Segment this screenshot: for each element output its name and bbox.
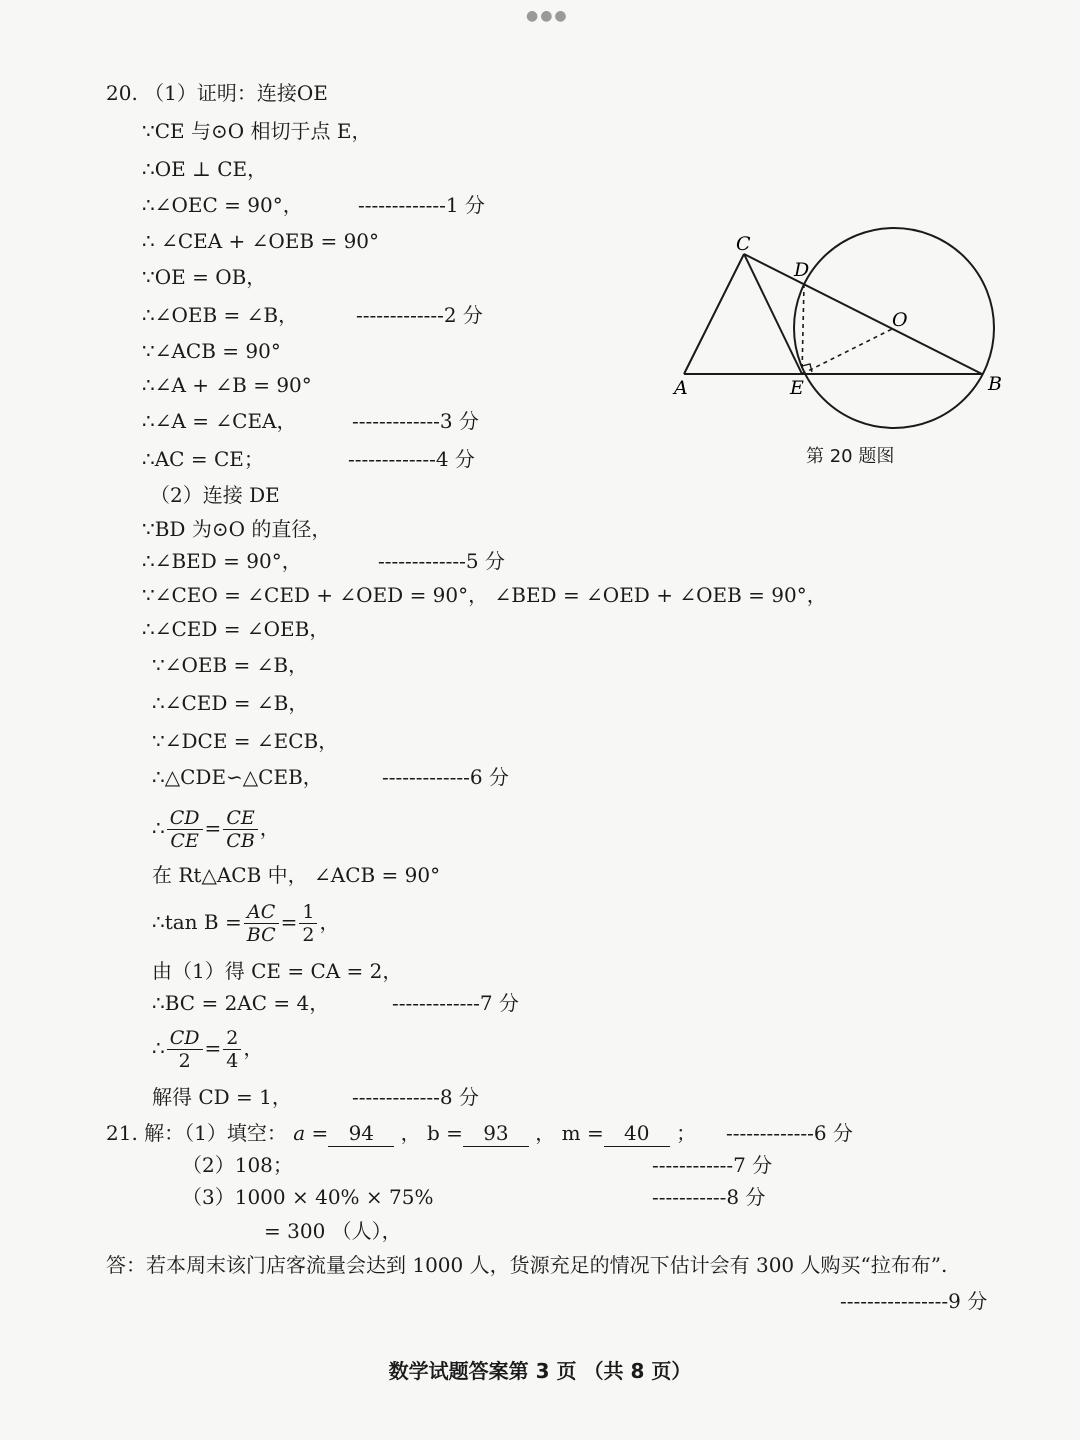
q20-step: ∴∠A = ∠CEA， bbox=[142, 409, 297, 433]
answer-blank-b: 93 bbox=[463, 1120, 529, 1147]
q20-step: 解得 CD = 1， bbox=[152, 1085, 292, 1109]
label-o: O bbox=[892, 309, 908, 331]
q20-step: ∴AC = CE； bbox=[142, 447, 264, 471]
label-e: E bbox=[790, 377, 804, 399]
segment-de-dashed bbox=[802, 284, 804, 374]
score-mark: ------------7 分 bbox=[652, 1153, 773, 1177]
score-mark: -------------8 分 bbox=[352, 1085, 479, 1109]
label-d: D bbox=[794, 259, 810, 281]
score-mark: -------------3 分 bbox=[352, 409, 479, 433]
q20-step: ∵∠ACB = 90° bbox=[142, 339, 281, 363]
q21-fill-blank: 21. 解：（1）填空： a = 94 ， b = 93 ， m = 40 ； bbox=[106, 1121, 697, 1145]
segment-oe-dashed bbox=[802, 328, 894, 374]
q20-step: ∴∠A + ∠B = 90° bbox=[142, 373, 312, 397]
q20-title: 20. （1）证明：连接OE bbox=[106, 81, 328, 105]
q20-step: ∴∠OEC = 90°， bbox=[142, 193, 303, 217]
q21-part3: （3）1000 × 40% × 75% bbox=[182, 1185, 434, 1209]
q20-step: ∵∠OEB = ∠B， bbox=[152, 653, 309, 677]
more-options-icon[interactable]: ●●● bbox=[526, 8, 569, 24]
label-a: A bbox=[674, 377, 688, 399]
label-b: B bbox=[988, 373, 1002, 395]
score-mark: ----------------9 分 bbox=[840, 1289, 988, 1313]
q21-part2: （2）108； bbox=[182, 1153, 293, 1177]
q20-step: ∴△CDE∽△CEB， bbox=[152, 765, 323, 789]
q20-fraction-tan: ∴tan B = $\frac{AC}{BC}$ = $\frac{1}{2}$ ， bbox=[152, 901, 340, 946]
geometry-figure bbox=[660, 220, 1020, 430]
segment-ac bbox=[684, 254, 744, 374]
q20-part2-heading: （2）连接 DE bbox=[150, 483, 280, 507]
answer-blank-a: 94 bbox=[328, 1120, 394, 1147]
q20-step: ∵CE 与⊙O 相切于点 E， bbox=[142, 119, 372, 143]
q20-step: ∵∠DCE = ∠ECB， bbox=[152, 729, 339, 753]
q20-step: 由（1）得 CE = CA = 2， bbox=[152, 959, 403, 983]
score-mark: -------------7 分 bbox=[392, 991, 519, 1015]
q20-step: ∴OE ⊥ CE， bbox=[142, 157, 268, 181]
score-mark: -------------6 分 bbox=[726, 1121, 853, 1145]
figure-caption: 第 20 题图 bbox=[806, 446, 895, 467]
q21-answer: 答：若本周末该门店客流量会达到 1000 人，货源充足的情况下估计会有 300 人购买“拉布布”. bbox=[106, 1253, 948, 1277]
score-mark: -------------2 分 bbox=[356, 303, 483, 327]
q20-step: ∵OE = OB， bbox=[142, 265, 267, 289]
score-mark: -------------5 分 bbox=[378, 549, 505, 573]
q21-part3-result: = 300 （人）， bbox=[264, 1219, 402, 1243]
q20-fraction-cd: ∴ $\frac{CD}{2}$ = $\frac{2}{4}$ ， bbox=[152, 1027, 264, 1072]
q20-fraction-ratio: ∴ $\frac{CD}{CE}$ = $\frac{CE}{CB}$ ， bbox=[152, 807, 280, 852]
score-mark: -------------1 分 bbox=[358, 193, 485, 217]
q20-step: ∴BC = 2AC = 4， bbox=[152, 991, 330, 1015]
q20-step: ∴∠CED = ∠B， bbox=[152, 691, 309, 715]
segment-cb bbox=[744, 254, 982, 374]
q20-step: 在 Rt△ACB 中， ∠ACB = 90° bbox=[152, 863, 441, 887]
score-mark: -----------8 分 bbox=[652, 1185, 766, 1209]
answer-blank-m: 40 bbox=[604, 1120, 670, 1147]
score-mark: -------------6 分 bbox=[382, 765, 509, 789]
q20-step: ∵∠CEO = ∠CED + ∠OED = 90°， ∠BED = ∠OED + ∠OEB = 90°， bbox=[142, 583, 827, 607]
q20-step: ∴ ∠CEA + ∠OEB = 90° bbox=[142, 229, 380, 253]
q20-step: ∴∠OEB = ∠B， bbox=[142, 303, 299, 327]
label-c: C bbox=[736, 233, 751, 255]
q20-step: ∴∠BED = 90°， bbox=[142, 549, 302, 573]
page-footer: 数学试题答案第 3 页 （共 8 页） bbox=[388, 1359, 692, 1383]
q20-step: ∵BD 为⊙O 的直径， bbox=[142, 517, 332, 541]
score-mark: -------------4 分 bbox=[348, 447, 475, 471]
q20-step: ∴∠CED = ∠OEB， bbox=[142, 617, 330, 641]
